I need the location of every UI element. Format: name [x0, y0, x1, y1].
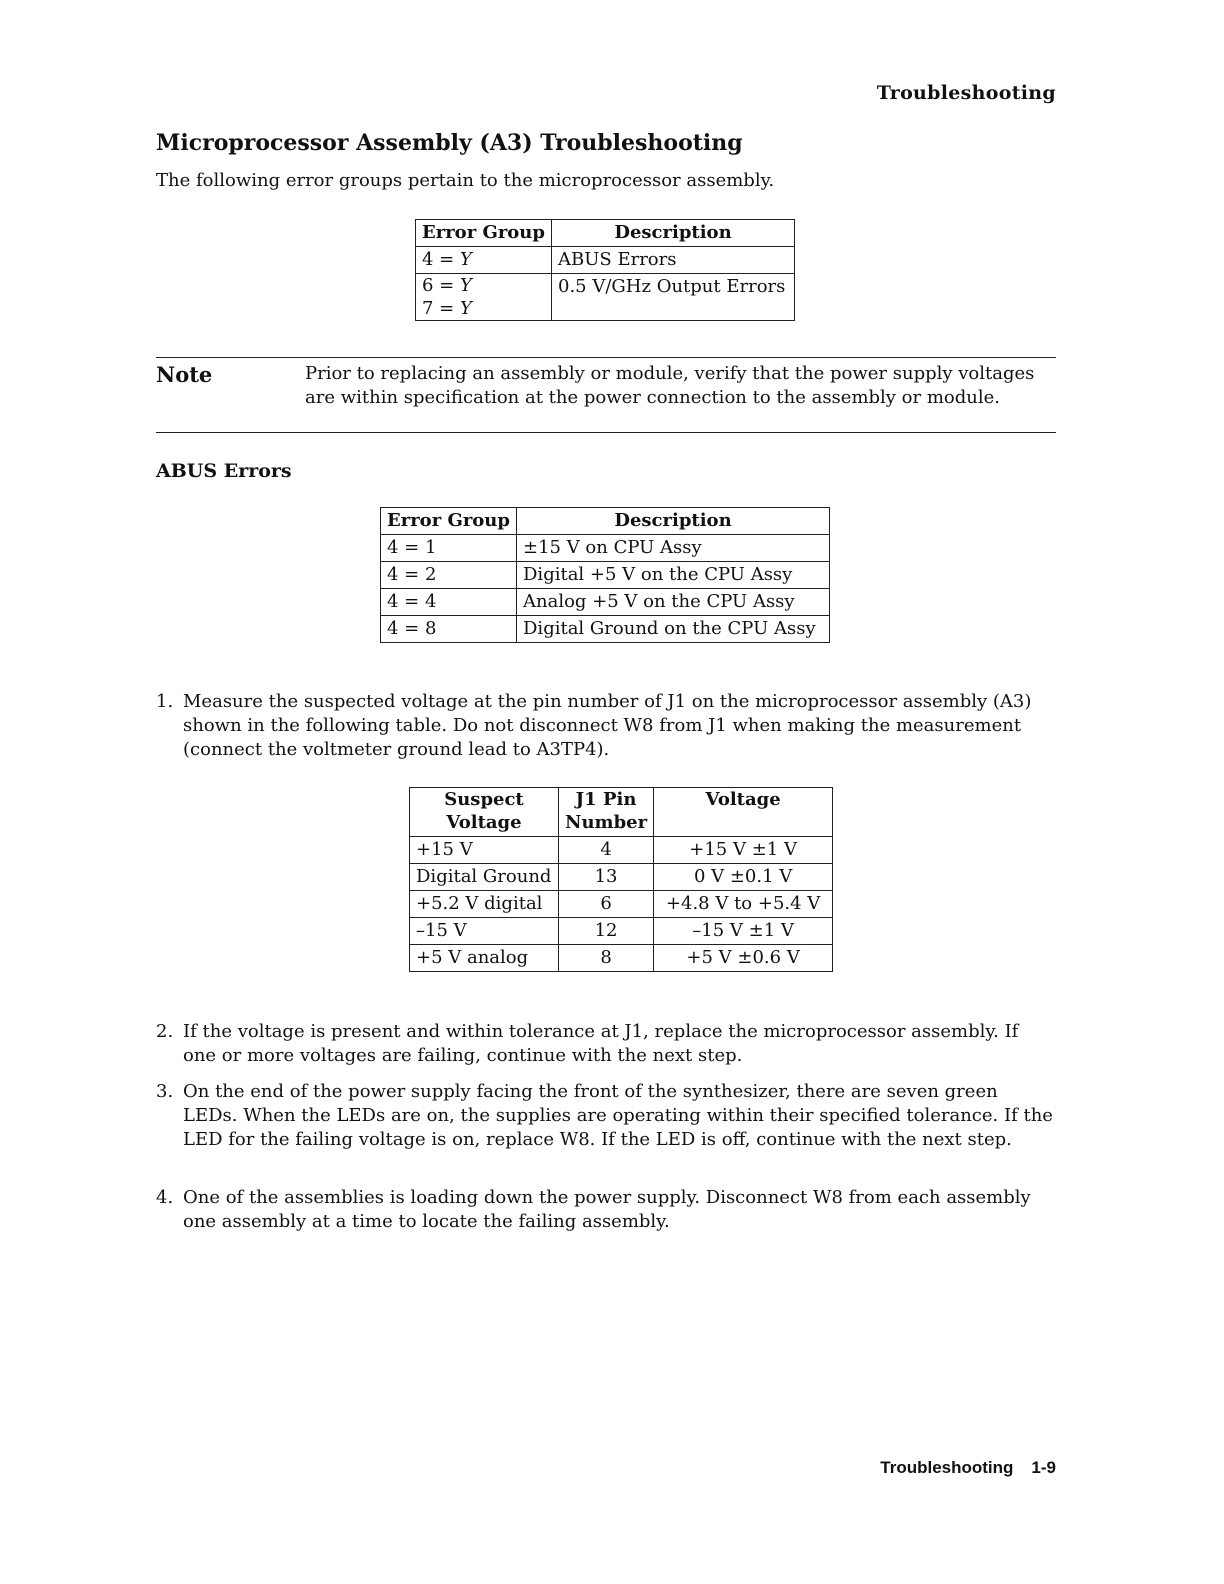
table-row — [381, 535, 830, 562]
step-number: 3. — [156, 1081, 174, 1102]
description-cell: Analog +5 V on the CPU Assy — [517, 589, 830, 616]
description-cell: Digital +5 V on the CPU Assy — [517, 562, 830, 589]
suspect-voltage-cell: –15 V — [410, 918, 559, 945]
step-number: 2. — [156, 1021, 174, 1042]
intro-paragraph: The following error groups pertain to the microprocessor assembly. — [156, 170, 775, 191]
table-row — [410, 837, 833, 864]
column-header: Error Group — [416, 220, 552, 247]
suspect-voltage-cell: +5.2 V digital — [410, 891, 559, 918]
table-row — [410, 945, 833, 972]
column-header — [410, 788, 559, 837]
suspect-voltage-cell: +15 V — [410, 837, 559, 864]
group-number: 6 = — [422, 275, 455, 296]
voltage-cell: +15 V ±1 V — [654, 837, 833, 864]
voltage-cell: 0 V ±0.1 V — [654, 864, 833, 891]
column-header — [654, 788, 833, 837]
list-item — [156, 1020, 1056, 1068]
table-row — [410, 891, 833, 918]
table-header-row — [416, 220, 795, 247]
note-top-rule — [156, 357, 1056, 358]
suspect-voltage-cell: +5 V analog — [410, 945, 559, 972]
running-head: Troubleshooting — [876, 82, 1056, 104]
header-line: Voltage — [446, 812, 522, 833]
error-group-cell: 4 = 1 — [381, 535, 517, 562]
pin-number-cell: 8 — [559, 945, 654, 972]
page-title: Microprocessor Assembly (A3) Troubleshooting — [156, 130, 743, 156]
suspect-voltage-cell: Digital Ground — [410, 864, 559, 891]
step-number: 4. — [156, 1187, 174, 1208]
step-text: On the end of the power supply facing the front of the synthesizer, there are seven green LEDs. When the LEDs are on, the supplies are operating within their specified tolerance. If the LED for the failing voltage is on, replace W8. If the LED is off, continue with the next step. — [183, 1081, 1053, 1150]
error-group-cell: 4 = 8 — [381, 616, 517, 643]
group-variable: Y — [460, 298, 472, 319]
table-row — [416, 274, 795, 321]
table-row — [416, 247, 795, 274]
note-bottom-rule — [156, 432, 1056, 433]
step-text: Measure the suspected voltage at the pin number of J1 on the microprocessor assembly (A3) shown in the following table. Do not disconnect W8 from J1 when making the measurement (connect the voltmeter ground lead to A3TP4). — [183, 691, 1032, 760]
page-footer — [880, 1458, 1056, 1478]
pin-number-cell: 6 — [559, 891, 654, 918]
pin-number-cell: 13 — [559, 864, 654, 891]
description-cell: ABUS Errors — [552, 247, 795, 274]
pin-number-cell: 12 — [559, 918, 654, 945]
table-header-row — [410, 788, 833, 837]
error-group-cell: 4 = 4 — [381, 589, 517, 616]
table-row — [410, 918, 833, 945]
abus-error-table — [380, 507, 830, 643]
column-header: Description — [552, 220, 795, 247]
list-item — [156, 690, 1056, 762]
note-text: Prior to replacing an assembly or module, verify that the power supply voltages are within specification at the power connection to the assembly or module. — [305, 363, 1035, 408]
step-text: If the voltage is present and within tolerance at J1, replace the microprocessor assembly. If one or more voltages are failing, continue with the next step. — [183, 1021, 1019, 1066]
table-header-row — [381, 508, 830, 535]
page-number: 1-9 — [1031, 1458, 1056, 1477]
step-text: One of the assemblies is loading down the power supply. Disconnect W8 from each assembly one assembly at a time to locate the failing assembly. — [183, 1187, 1031, 1232]
column-header: Error Group — [381, 508, 517, 535]
list-item — [156, 1080, 1056, 1152]
voltage-cell: –15 V ±1 V — [654, 918, 833, 945]
table-row — [381, 562, 830, 589]
list-item — [156, 1186, 1056, 1234]
header-line: Suspect — [444, 789, 524, 810]
column-header: Description — [517, 508, 830, 535]
table-row — [381, 616, 830, 643]
section-title: ABUS Errors — [156, 460, 292, 482]
description-cell: 0.5 V/GHz Output Errors — [552, 274, 795, 321]
table-row — [381, 589, 830, 616]
header-line: J1 Pin — [575, 789, 637, 810]
error-group-cell: 4 = 2 — [381, 562, 517, 589]
group-number: 7 = — [422, 298, 455, 319]
pin-number-cell: 4 — [559, 837, 654, 864]
error-group-cell — [416, 247, 552, 274]
group-variable: Y — [460, 249, 472, 270]
voltage-cell: +4.8 V to +5.4 V — [654, 891, 833, 918]
description-cell: ±15 V on CPU Assy — [517, 535, 830, 562]
header-line: Voltage — [705, 789, 781, 810]
group-variable: Y — [460, 275, 472, 296]
description-cell: Digital Ground on the CPU Assy — [517, 616, 830, 643]
footer-label: Troubleshooting — [880, 1458, 1014, 1477]
group-number: 4 = — [422, 249, 455, 270]
step-number: 1. — [156, 691, 174, 712]
error-group-cell — [416, 274, 552, 321]
voltage-cell: +5 V ±0.6 V — [654, 945, 833, 972]
table-row — [410, 864, 833, 891]
header-line: Number — [565, 812, 648, 833]
column-header — [559, 788, 654, 837]
note-label: Note — [156, 362, 213, 387]
error-group-table — [415, 219, 795, 321]
voltage-table — [409, 787, 833, 972]
